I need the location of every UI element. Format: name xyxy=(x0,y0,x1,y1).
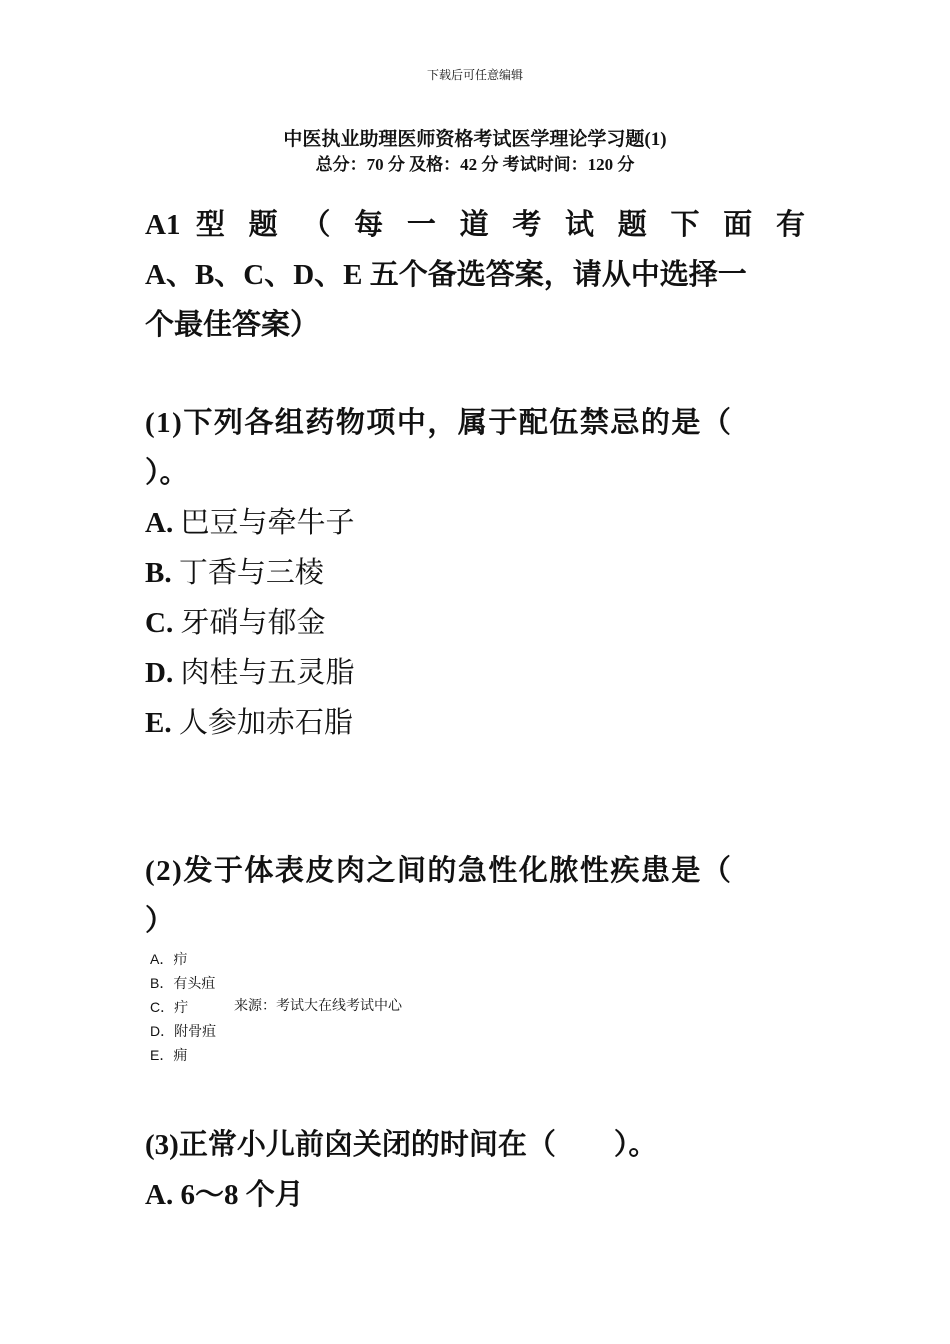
option-text: 丁香与三棱 xyxy=(178,557,324,589)
question-1-stem: (1)下列各组药物项中，属于配伍禁忌的是（ xyxy=(145,407,733,439)
image-option-a[interactable] xyxy=(150,947,470,971)
question-2-stem: (2)发于体表皮肉之间的急性化脓性疾患是（ xyxy=(145,855,733,887)
question-1-stem-cont: ）。 xyxy=(145,457,189,489)
option-letter: B． xyxy=(150,975,174,991)
option-e[interactable] xyxy=(145,698,805,748)
question-3-stem: (3)正常小儿前囟关闭的时间在（ ）。 xyxy=(145,1129,658,1161)
option-a[interactable] xyxy=(145,1170,805,1220)
option-text: 牙硝与郁金 xyxy=(180,607,326,639)
option-text: 疔 xyxy=(174,999,189,1015)
image-option-b[interactable] xyxy=(150,971,470,995)
image-option-d[interactable] xyxy=(150,1019,470,1043)
option-letter: E． xyxy=(150,1047,174,1063)
option-letter: A. xyxy=(145,507,174,539)
question-1 xyxy=(145,398,805,748)
option-text: 附骨疽 xyxy=(174,1023,217,1039)
option-text: 痈 xyxy=(173,1047,188,1063)
question-2 xyxy=(145,846,805,946)
embedded-options-image xyxy=(150,947,470,1067)
header-note: 下载后可任意编辑 xyxy=(426,68,523,82)
option-letter: E. xyxy=(145,707,172,739)
question-2-stem-cont: ） xyxy=(145,905,175,937)
section-heading xyxy=(145,200,805,350)
option-text: 疖 xyxy=(173,951,188,967)
section-heading-line-2: A、B、C、D、E 五个备选答案，请从中选择一 xyxy=(145,259,747,291)
option-letter: B. xyxy=(145,557,172,589)
image-option-e[interactable] xyxy=(150,1043,470,1067)
option-letter: C． xyxy=(150,999,175,1015)
question-3 xyxy=(145,1120,805,1220)
option-letter: C. xyxy=(145,607,174,639)
exam-meta: 总分：70 分 及格：42 分 考试时间：120 分 xyxy=(315,155,635,174)
option-text: 肉桂与五灵脂 xyxy=(180,657,355,689)
option-b[interactable] xyxy=(145,548,805,598)
option-a[interactable] xyxy=(145,498,805,548)
option-text: 6～8 个月 xyxy=(180,1179,304,1211)
option-letter: A． xyxy=(150,951,174,967)
option-text: 有头疽 xyxy=(173,975,216,991)
option-letter: D. xyxy=(145,657,174,689)
option-text: 巴豆与牵牛子 xyxy=(180,507,355,539)
image-option-c[interactable] xyxy=(150,995,470,1019)
section-heading-line-3: 个最佳答案） xyxy=(145,309,320,341)
section-heading-line-1: A1 型 题 （ 每 一 道 考 试 题 下 面 有 xyxy=(145,209,805,241)
option-letter: A. xyxy=(145,1179,174,1211)
option-text: 人参加赤石脂 xyxy=(178,707,353,739)
option-d[interactable] xyxy=(145,648,805,698)
document-title: 中医执业助理医师资格考试医学理论学习题(1) xyxy=(283,129,667,150)
option-c[interactable] xyxy=(145,598,805,648)
option-letter: D． xyxy=(150,1023,175,1039)
image-source-note: 来源：考试大在线考试中心 xyxy=(234,999,402,1014)
